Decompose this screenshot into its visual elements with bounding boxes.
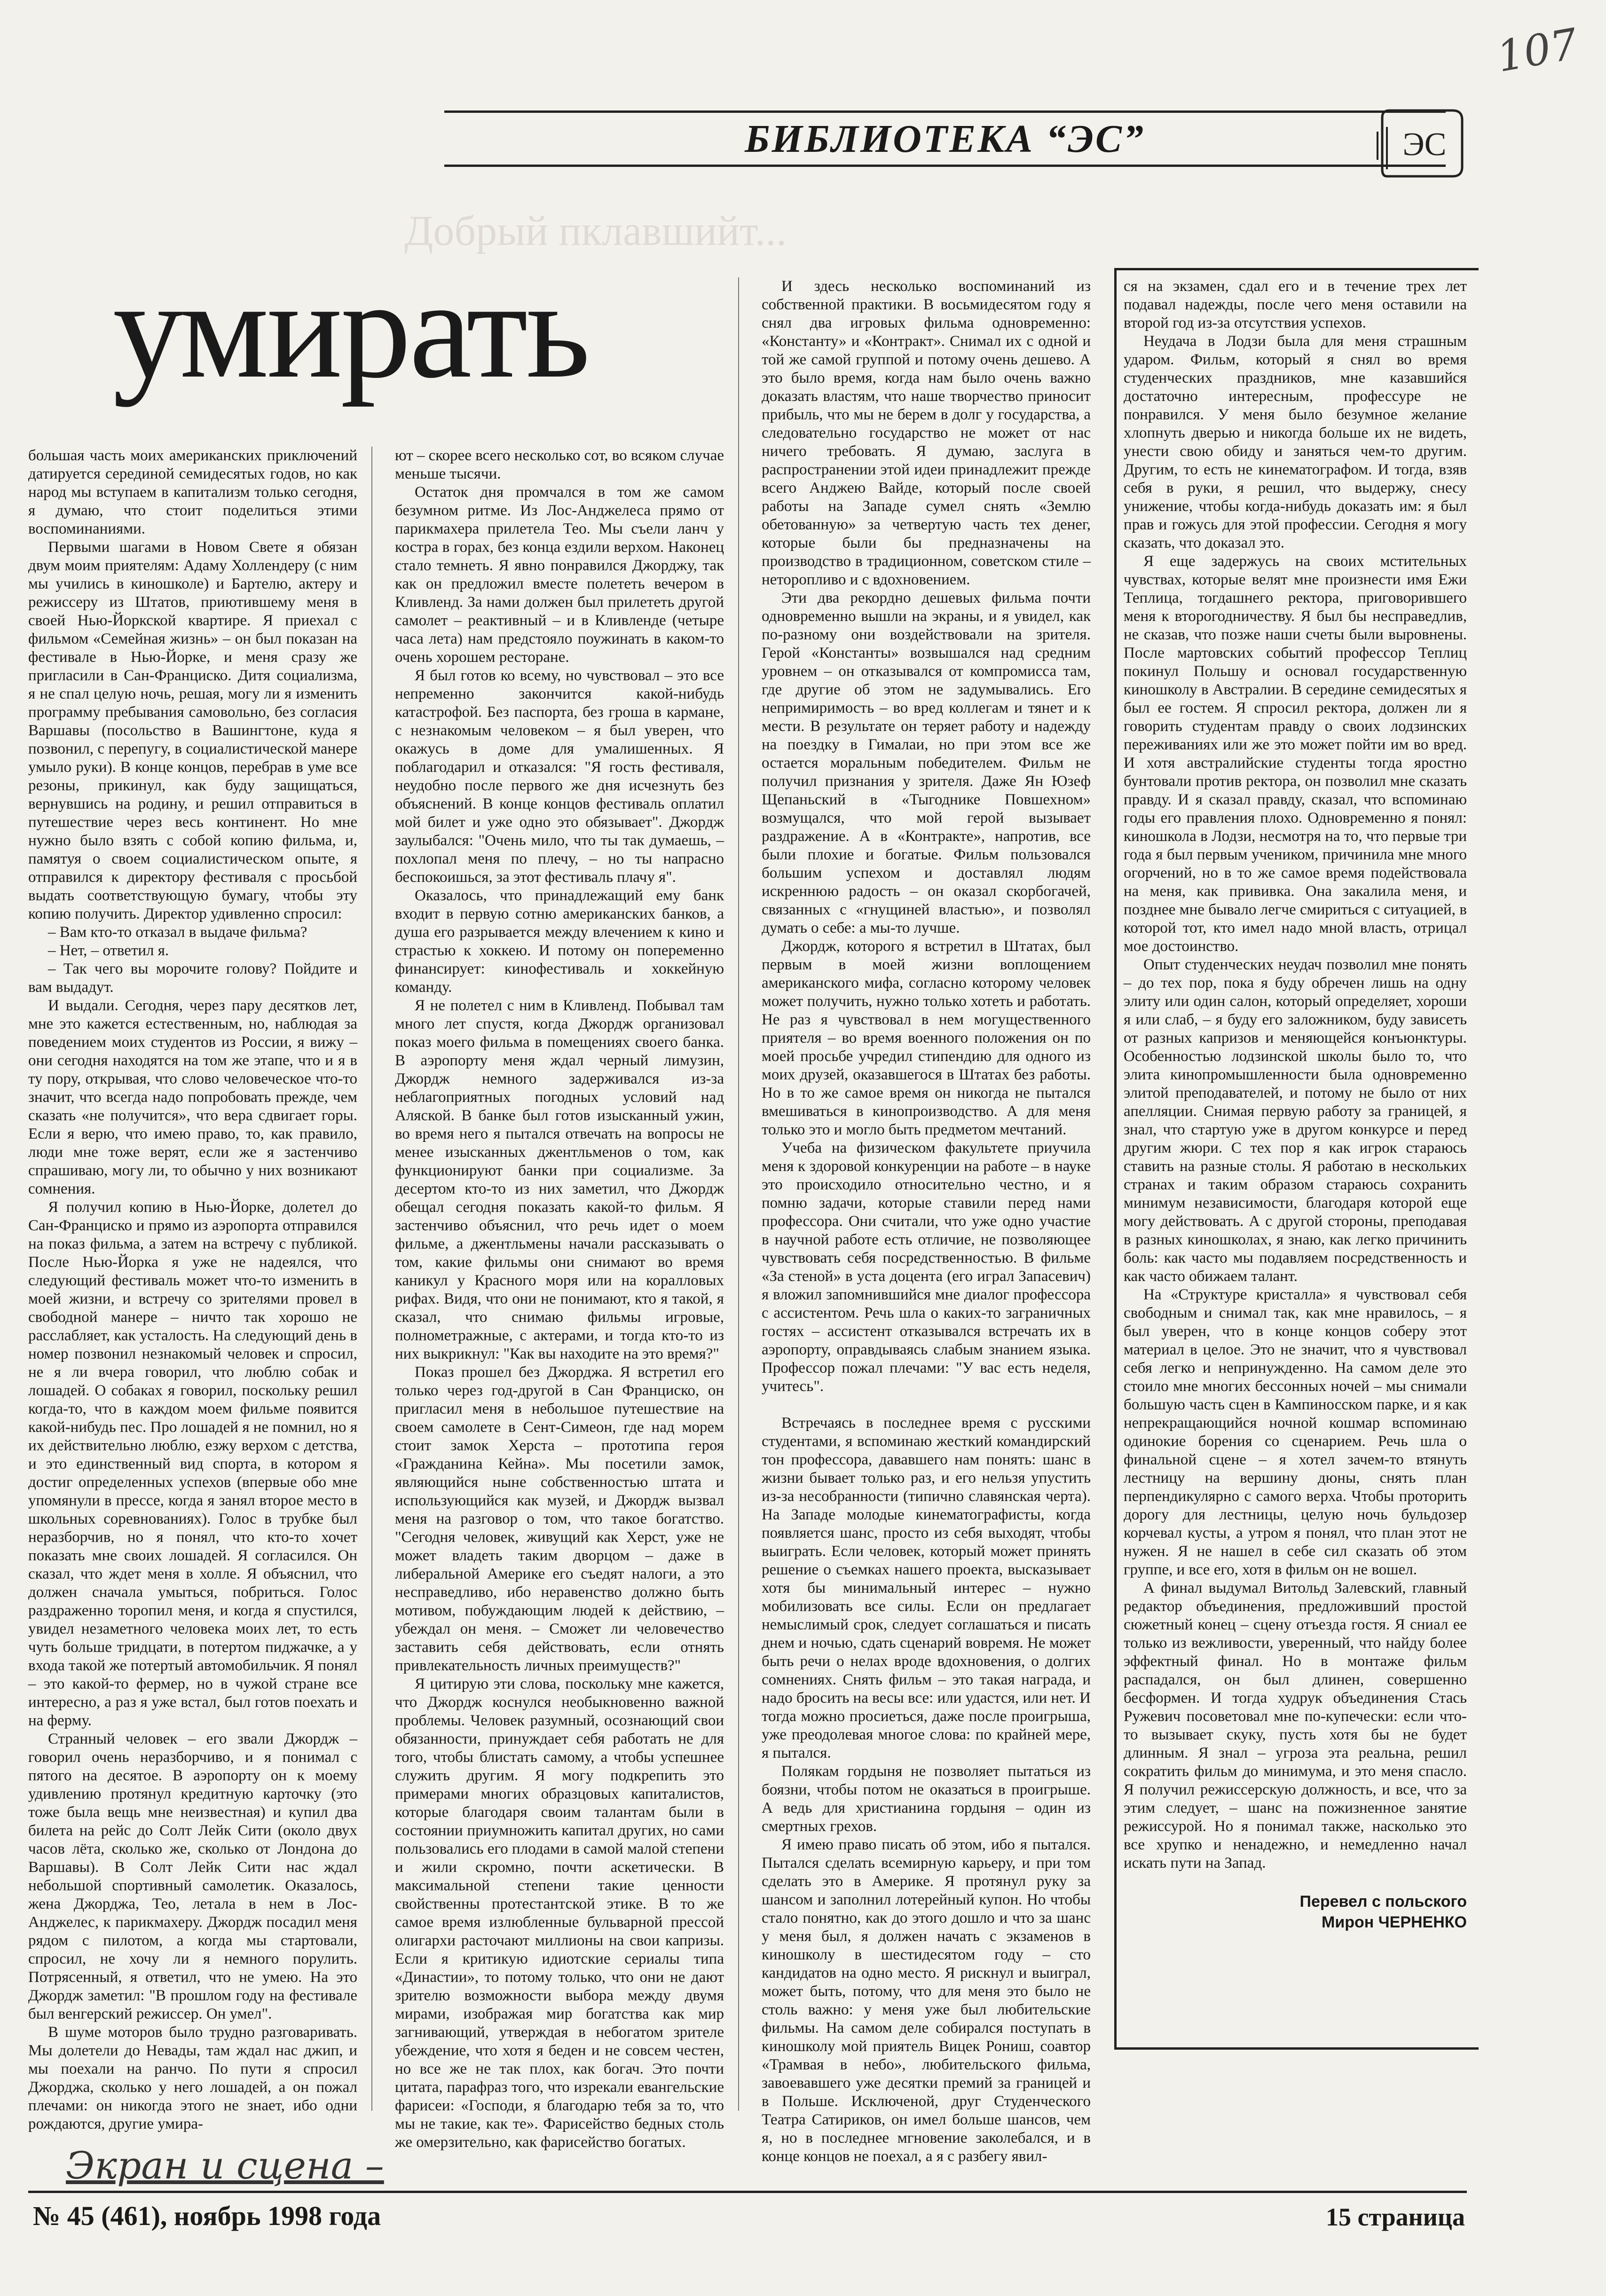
- column-3: [762, 277, 1091, 2165]
- paragraph: Опыт студенческих неудач позволил мне понять – до тех пор, пока я буду обречен лишь на одну элиту или один салон, который определяет, хороши я или слаб, – я буду его заложником, буду зависеть от разных капризов и меняющейся конъюнктуры. Особенностью лодзинской школы было то, что элита кинопромышленности была одновременно элитой преподавателей, и потому не было от них апелляции. Снимая первую работу за границей, я знал, что стартую уже в другом конкурсе и перед другим жюри. С тех пор я как игрок стараюсь ставить на разные столы. Я работаю в нескольких странах и таким образом стараюсь сохранить минимум независимости, благодаря которой еще могу действовать. А с другой стороны, преподавая в разных киношколах, я знаю, как легко причинить боль: как часто мы подавляем посредственность и как часто обижаем талант.: [1124, 956, 1467, 1285]
- translator-line: Перевел с польского: [1299, 1893, 1467, 1911]
- paragraph: Я имею право писать об этом, ибо я пытался. Пытался сделать всемирную карьеру, и при том сделать это в Америке. Я протянул руку за шансом и заполнил лотерейный купон. Но чтобы стало понятно, как до этого дошло и что за шанс у меня был, я должен начать с экзаменов в киношколу в шестидесятом году – сто кандидатов на одно место. Я рискнул и выиграл, может быть, потому, что для меня это было не столь важно: у меня уже был любительские фильмы. На самом деле собирался поступать в киношколу мой приятель Вицек Рониш, соавтор «Трамвая в небо», любительского фильма, завоевавшего уже десятки премий за границей и в Польше. Исключеной, друг Студенческого Театра Сатириков, он имел больше шансов, чем я, но в последнее мгновение заколебался, и в конце концов не поехал, а я с разбегу явил-: [762, 1836, 1091, 2165]
- translator-name: Мирон ЧЕРНЕНКО: [1322, 1913, 1467, 1931]
- column-rule: [371, 447, 372, 2111]
- column-rule: [738, 277, 739, 2111]
- column-2: [395, 447, 724, 2151]
- paragraph: Я не полетел с ним в Кливленд. Побывал там много лет спустя, когда Джордж организовал показ моего фильма в помещениях своего банка. В аэропорту меня ждал черный лимузин, Джордж немного задерживался из-за неблагоприятных погодных условий над Аляской. В банке был готов изысканный ужин, во время него я пытался отвечать на вопросы не менее изысканных джентльменов о том, как функционируют банки при социализме. За десертом кто-то из них заметил, что Джордж обещал сегодня показать какой-то фильм. Я застенчиво объяснил, что речь идет о моем фильме, а джентльмены начали рассказывать о том, какие фильмы они снимают во время каникул у Красного моря или на коралловых рифах. Видя, что они не понимают, кто я такой, я сказал, что снимаю фильмы игровые, полнометражные, с актерами, и тогда кто-то из них выкрикнул: "Как вы находите на это время?": [395, 997, 724, 1362]
- paragraph: Я получил копию в Нью-Йорке, долетел до Сан-Франциско и прямо из аэропорта отправился на показ фильма, а затем на встречу с публикой. После Нью-Йорка я уже не надеялся, что следующий фестиваль может что-то изменить в моей жизни, и встречу со зрителями провел в свободной манере – ничто так хорошо не расслабляет, как усталость. На следующий день в номер позвонил незнакомый человек и спросил, не я ли вчера говорил, что люблю собак и лошадей. О собаках я говорил, поскольку решил когда-то, что в каждом моем фильме появится какой-нибудь пес. Про лошадей я не помнил, но я их действительно люблю, езжу верхом с детства, и это единственный вид спорта, в котором я достиг определенных успехов (впервые обо мне упомянули в прессе, когда я занял второе место в школьных соревнованиях). Голос в трубке был неразборчив, но я понял, что кто-то хочет показать мне своих лошадей. Я согласился. Он сказал, что ждет меня в холле. Я объяснил, что должен сначала умыться, побриться. Голос раздраженно торопил меня, и когда я спустился, увидел незаметного человека моих лет, то есть чуть больше тридцати, в потертом пиджачке, а у входа такой же потертый автомобильчик. Я понял – это какой-то фермер, но в чужой стране все интересно, а раз я уже встал, был готов поехать и на ферму.: [28, 1199, 357, 1729]
- es-logo-icon: [1373, 108, 1467, 179]
- paragraph: Эти два рекордно дешевых фильма почти одновременно вышли на экраны, и я увидел, как по-разному они воздействовали на зрителя. Герой «Константы» возвышался над средним уровнем – он отказывался от компромисса там, где другие об этом не задумывались. Его непримиримость – во вред коллегам и тянет и к мести. В результате он теряет работу и надежду на поездку в Гималаи, но при этом все же остается моральным победителем. Фильм не получил признания у зрителя. Даже Ян Юзеф Щепаньский в «Тыгоднике Повшехном» возмущался, что мой герой вызывает раздражение. А в «Контракте», напротив, все были плохие и богатые. Фильм пользовался большим успехом и доставлял людям искреннюю радость – он оказал скорбогачей, связанных с «гнущиней властью», и позволял думать о себе: а мы-то лучше.: [762, 590, 1091, 936]
- paragraph: – Вам кто-то отказал в выдаче фильма?: [48, 924, 307, 941]
- paragraph: ют – скорее всего несколько сот, во всяком случае меньше тысячи.: [395, 447, 724, 482]
- paragraph: – Так чего вы морочите голову? Пойдите и вам выдадут.: [28, 960, 357, 996]
- paragraph: Полякам гордыня не позволяет пытаться из боязни, чтобы потом не оказаться в проигрыше. А ведь для христианина гордыня – один из смертных грехов.: [762, 1763, 1091, 1835]
- footer-rule: [28, 2191, 1467, 2193]
- paragraph: И здесь несколько воспоминаний из собственной практики. В восьмидесятом году я снял два игровых фильма одновременно: «Константу» и «Контракт». Снимал их с одной и той же самой группой и потому очень дешево. А это было время, когда нам было очень важно доказать властям, что наше творчество приносит прибыль, что мы не берем в долг у государства, а следовательно государство не может от нас ничего требовать. Я думаю, заслуга в распространении этой идеи принадлежит прежде всего Анджею Вайде, который после своей работы на Западе сумел снять «Землю обетованную» за четвертую часть тех денег, которые были бы предназначены на производство в традиционном, советском стиле – неторопливо и с вдохновением.: [762, 278, 1091, 588]
- paragraph-gap: [762, 1396, 1091, 1414]
- paragraph: На «Структуре кристалла» я чувствовал себя свободным и снимал так, как мне нравилось, – я был уверен, что в конце концов соберу этот материал в целое. Это не значит, что я чувствовал себя легко и непринужденно. На самом деле это стоило мне многих бессонных ночей – мы снимали большую часть сцен в Кампиносском парке, и я как непрекращающийся ночной кошмар вспоминаю одинокие борения со сценарием. Речь шла о финальной сцене – я хотел зачем-то втянуть лестницу на вершину дюны, снять план перпендикулярно с самого верха. Чтобы проторить дорогу для лестницы, целую ночь бульдозер корчевал кусты, а утром я понял, что план этот не нужен. Я не нашел в себе сил сказать об этом группе, и все его, хотя в фильм он не вошел.: [1124, 1286, 1467, 1578]
- paragraph: Оказалось, что принадлежащий ему банк входит в первую сотню американских банков, а душа его разрывается между влечением к кино и страстью к хоккею. И потому он попеременно финансирует: кинофестиваль и хоккейную команду.: [395, 887, 724, 996]
- page-label: 15 страница: [1325, 2203, 1465, 2231]
- bleed-through-text: Добрый пклавшийт...: [404, 208, 787, 254]
- headline: умирать: [113, 251, 589, 407]
- paragraph: ся на экзамен, сдал его и в течение трех лет подавал надежды, после чего меня оставили на второй год из-за отсутствия успехов.: [1124, 278, 1467, 331]
- section-title: БИБЛИОТЕКА “ЭС”: [745, 117, 1145, 161]
- paragraph: В шуме моторов было трудно разговаривать. Мы долетели до Невады, там ждал нас джип, и мы поехали на ранчо. По пути я спросил Джорджа, сколько у него лошадей, а он пожал плечами: он никогда этого не знает, ибо одни рождаются, другие умира-: [28, 2024, 357, 2132]
- paragraph: Странный человек – его звали Джордж – говорил очень неразборчиво, и я понимал с пятого на десятое. В аэропорту он к моему удивлению протянул кредитную карточку (это тоже была вещь мне неизвестная) и купил два билета на рейс до Солт Лейк Сити (около двух часов лёта, сколько же, сколько от Лондона до Варшавы). В Солт Лейк Сити нас ждал небольшой спортивный самолетик. Оказалось, жена Джорджа, Тео, летала в нем в Лос-Анджелес, к парикмахеру. Джордж посадил меня рядом с пилотом, а когда мы стартовали, спросил, не хочу ли я немного порулить. Потрясенный, я ответил, что не умею. На это Джордж заметил: "В прошлом году на фестивале был венгерский режиссер. Он умел".: [28, 1730, 357, 2022]
- paragraph: Остаток дня промчался в том же самом безумном ритме. Из Лос-Анджелеса прямо от парикмахера прилетела Тео. Мы съели ланч у костра в горах, без конца ездили верхом. Наконец стало темнеть. Я явно понравился Джорджу, так как он предложил вместе полететь вечером в Кливленд. За нами должен был прилететь другой самолет – реактивный – и в Кливленде (четыре часа лета) нам предстояло поужинать в каком-то очень хорошем ресторане.: [395, 484, 724, 666]
- column-4: [1124, 277, 1467, 2111]
- translator-credit: [1124, 1891, 1467, 1933]
- paragraph: Неудача в Лодзи была для меня страшным ударом. Фильм, который я снял во время студенческих праздников, мне казавшийся достаточно интересным, профессуре не понравился. У меня было безумное желание хлопнуть дверью и никогда больше их не видеть, унести свою обиду и заняться чем-то другим. Другим, то есть не кинематографом. И тогда, взяв себя в руки, я решил, что выдержу, снесу унижение, чтобы когда-нибудь доказать им: я был прав и гожусь для этой профессии. Сегодня я могу сказать, что доказал это.: [1124, 333, 1467, 551]
- paragraph: Я был готов ко всему, но чувствовал – это все непременно закончится какой-нибудь катастрофой. Без паспорта, без гроша в кармане, с незнакомым человеком – я был уверен, что окажусь в доме для умалишенных. Я поблагодарил и отказался: "Я гость фестиваля, неудобно после первого же дня исчезнуть без объяснений. В конце концов фестиваль оплатил мой билет и уже одно это обязывает". Джордж заулыбался: "Очень мило, что ты так думаешь, – похлопал меня по плечу, – но ты напрасно беспокоишься, за этот фестиваль плачу я".: [395, 667, 724, 886]
- paragraph: Встречаясь в последнее время с русскими студентами, я вспоминаю жесткий командирский тон профессора, дававшего нам понять: шанс в жизни бывает только раз, и его нельзя упустить из-за несобранности (типично славянская черта). На Западе молодые кинематографисты, когда появляется шанс, просто из себя выходят, чтобы выиграть. Если человек, который может принять решение о съемках нашего проекта, высказывает хотя бы минимальный интерес – нужно мобилизовать все силы. Если он предлагает немыслимый срок, следует соглашаться и писать днем и ночью, сдать сценарий вовремя. Не может быть речи о нелах вроде вдохновения, о долгих сомнениях. Снять фильм – это такая награда, и надо бросить на весы все: или удастся, или нет. И тогда можно просиеться, даже после проигрыша, уже преодолевая многое слова: по крайней мере, я пытался.: [762, 1415, 1091, 1761]
- section-logo: [1373, 106, 1467, 181]
- paragraph: Первыми шагами в Новом Свете я обязан двум моим приятелям: Адаму Холлендеру (с ним мы учились в киношколе) и Бартелю, актеру и режиссеру из Штатов, приютившему меня в своей Нью-Йоркской квартире. Я приехал с фильмом «Семейная жизнь» – он был показан на фестивале в Нью-Йорке, и меня сразу же пригласили в Сан-Франциско. Дитя социализма, я не спал целую ночь, решая, могу ли я изменить программу пребывания самовольно, без согласия Варшавы (посольство в Вашингтоне, куда я позвонил, с перепугу, в социалистической манере умыло руки). В конце концов, перебрав в уме все резоны, прикинул, как буду защищаться, вернувшись на родину, и решил отправиться в путешествие через весь континент. Но мне нужно было взять с собой копию фильма, и, памятуя о своем социалистическом опыте, я отправился к директору фестиваля с просьбой выдать соответствующую бумагу, чтобы эту копию получить. Директор удивленно спросил:: [28, 539, 357, 922]
- paragraph: Учеба на физическом факультете приучила меня к здоровой конкуренции на работе – в науке это происходило относительно честно, и я помню задачи, которые ставили перед нами профессора. Они считали, что уже одно участие в научной работе есть отличие, не позволяющее чувствовать себя посредственностью. В фильме «За стеной» в уста доцента (его играл Запасевич) я вложил запомнившийся мне диалог профессора с ассистентом. Речь шла о каких-то заграничных гостях – ассистент отказывался встречать их в аэропорту, оправдываясь слабым знанием языка. Профессор пожал плечами: "У вас есть неделя, учитесь".: [762, 1140, 1091, 1395]
- handwritten-source: Экран и сцена –: [66, 2144, 384, 2187]
- paragraph: И выдали. Сегодня, через пару десятков лет, мне это кажется естественным, но, наблюдая за поведением моих студентов из России, я вижу – они сегодня находятся на том же этапе, что и я в ту пору, открывая, что слово человеческое что-то значит, что всегда надо попробовать прежде, чем сказать «не получится», что вера сдвигает горы. Если я верю, что имею право, то, как правило, люди мне тоже верят, если же я застенчиво спрашиваю, могу ли, то обычно у них возникают сомнения.: [28, 997, 357, 1197]
- paragraph: Джордж, которого я встретил в Штатах, был первым в моей жизни воплощением американского мифа, согласно которому человек может получить, нужно только хотеть и работать. Не раз я чувствовал в нем могущественного приятеля – во время военного положения он по моей просьбе учредил стипендию для одного из моих друзей, оказавшегося в Штатах без работы. Но в то же самое время он никогда не пытался вмешиваться в кинопроизводство. А для меня только это и могло быть предметом мечтаний.: [762, 938, 1091, 1138]
- section-header: [444, 110, 1446, 167]
- handwritten-page-number: 107: [1493, 19, 1582, 82]
- issue-info: № 45 (461), ноябрь 1998 года: [33, 2201, 381, 2231]
- paragraph: Показ прошел без Джорджа. Я встретил его только через год-другой в Сан Франциско, он пригласил меня в небольшое путешествие на своем самолете в Сент-Симеон, где над морем стоит замок Херста – прототипа героя «Гражданина Кейна». Мы посетили замок, являющийся ныне собственностью штата и использующийся как музей, и Джордж вызвал меня на разговор о том, что такое богатство. "Сегодня человек, живущий как Херст, уже не может владеть таким дворцом – даже в либеральной Америке его съедят налоги, а это несправедливо, ибо неравенство должно быть мотивом, побуждающим людей к действию, – убеждал он меня. – Сможет ли человечество заставить себя действовать, если отнять привлекательность личных преимуществ?": [395, 1364, 724, 1674]
- paragraph: Я еще задержусь на своих мстительных чувствах, которые велят мне произнести имя Ежи Теплица, тогдашнего ректора, приговорившего меня к второгодничеству. Я был бы несправедлив, не сказав, что позже наши счеты были выровнены. После мартовских событий профессор Теплиц покинул Польшу и основал государственную киношколу в Австралии. В середине семидесятых я был ее гостем. Я спросил ректора, должен ли я говорить студентам правду о своих лодзинских переживаниях или же это может пойти им во вред. И хотя австралийские студенты тогда яростно бунтовали против ректора, он позволил мне сказать правду. И я сказал правду, сказал, что вспоминаю годы его правления плохо. Одновременно я понял: киношкола в Лодзи, несмотря на то, что первые три года я был первым учеником, причинила мне много огорчений, но в то же самое время подействовала на меня, как прививка. Она закалила меня, и позднее мне бывало легче смириться с ситуацией, в которой тот, кто имел надо мной власть, отрицал мое достоинство.: [1124, 553, 1467, 955]
- paragraph: Я цитирую эти слова, поскольку мне кажется, что Джордж коснулся необыкновенно важной проблемы. Человек разумный, осознающий свои обязанности, принуждает себя работать не для того, чтобы блистать самому, а чтобы успешнее служить другим. Я могу подкрепить это примерами многих образцовых капиталистов, которые благодаря своим талантам были в состоянии приумножить капитал других, но сами пользовались его плодами в самой малой степени и жили скромно, почти аскетически. В максимальной степени такие ценности свойственны протестантской этике. В то же самое время излюбленные бульварной прессой олигархи расточают миллионы на свои капризы. Если я критикую идиотские сериалы типа «Династии», то потому только, что они не дают зрителю возможности выбора между двумя мирами, изображая мир богатства как мир загнивающий, утверждая в небогатом зрителе убеждение, что хотя я беден и не совсем честен, но все же не так плох, как богач. Это почти цитата, парафраз того, что изрекали евангельские фарисеи: «Господи, я благодарю тебя за то, что мы не такие, как те». Фарисейство бедных столь же омерзительно, как фарисейство богатых.: [395, 1675, 724, 2151]
- paragraph: – Нет, – ответил я.: [48, 942, 169, 959]
- column-1: [28, 447, 357, 2132]
- logo-text: ЭС: [1402, 126, 1447, 163]
- paragraph: А финал выдумал Витольд Залевский, главный редактор объединения, предложивший простой сюжетный конец – сцену отъезда гостя. Я сниал ее только из вежливости, уверенный, что найду более эффектный финал. Но в монтаже фильм распадался, он был длинен, совершенно бесформен. И тогда худрук объединения Стась Ружевич посоветовал мне по-купечески: если что-то вызывает скуку, пусть хотя бы не будет длинным. Я знал – угроза эта реальна, решил сократить фильм до минимума, и это меня спасло. Я получил режиссерскую должность, и все, что за этим следует, – шанс на пожизненное занятие режиссурой. Но я понимал также, насколько это все хрупко и ненадежно, и немедленно начал искать пути на Запад.: [1124, 1580, 1467, 1871]
- paragraph: большая часть моих американских приключений датируется серединой семидесятых годов, но как народ мы вступаем в капитализм только сегодня, я думаю, что стоит поделиться этими воспоминаниями.: [28, 447, 357, 537]
